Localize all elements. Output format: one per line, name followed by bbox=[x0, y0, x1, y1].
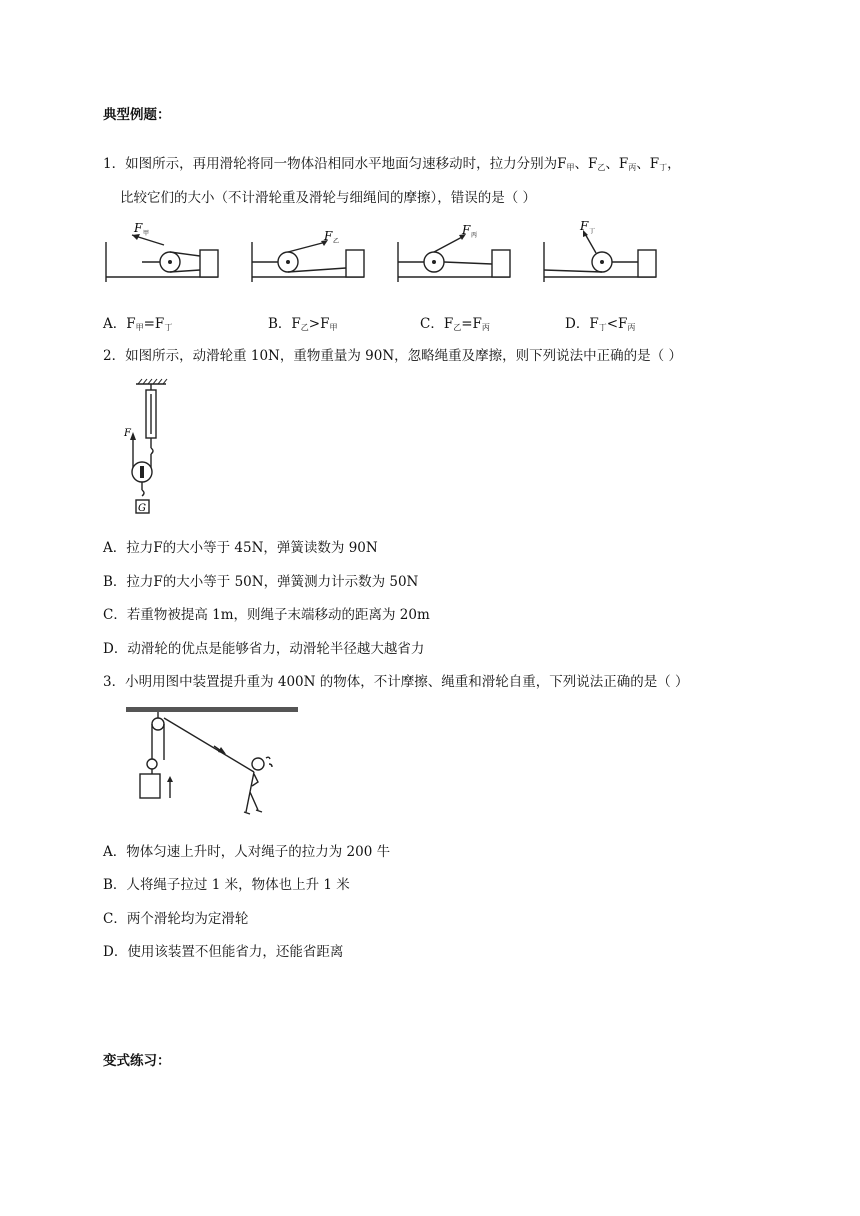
section-heading-practice: 变式练习： bbox=[103, 1053, 171, 1069]
q1-option-c[interactable] bbox=[420, 312, 490, 333]
option-text: B．F bbox=[268, 316, 301, 332]
q3-option-b[interactable]: B．人将绳子拉过 1 米，物体也上升 1 米 bbox=[103, 877, 350, 893]
option-text: =F bbox=[461, 316, 482, 332]
option-text: <F bbox=[606, 316, 628, 332]
q2-option-d[interactable]: D．动滑轮的优点是能够省力，动滑轮半径越大越省力 bbox=[103, 641, 425, 657]
force-label: F bbox=[134, 221, 143, 235]
q1-stem-line1: 1．如图所示，再用滑轮将同一物体沿相同水平地面匀速移动时，拉力分别为$F_甲$、$F_乙$、$F_丙$、$F_丁$， bbox=[103, 156, 681, 172]
force-subscript: 丙 bbox=[471, 232, 478, 239]
q1-figure bbox=[102, 220, 662, 290]
q2-option-a[interactable]: A．拉力F的大小等于 45N，弹簧读数为 90N bbox=[103, 540, 378, 556]
q3-stem: 3．小明用图中装置提升重为 400N 的物体，不计摩擦、绳重和滑轮自重，下列说法正确的是（ ） bbox=[103, 674, 689, 690]
subscript: 甲 bbox=[329, 323, 338, 332]
subscript: 乙 bbox=[453, 323, 462, 332]
q1-option-a[interactable] bbox=[103, 312, 172, 333]
force-label: F bbox=[124, 428, 131, 439]
force-subscript: 乙 bbox=[333, 238, 340, 245]
force-label: F bbox=[580, 219, 589, 233]
subscript: 丁 bbox=[164, 323, 173, 332]
force-subscript: 甲 bbox=[143, 230, 150, 237]
subscript: 乙 bbox=[597, 163, 606, 172]
q2-figure bbox=[118, 376, 178, 526]
q2-option-c[interactable]: C．若重物被提高 1m，则绳子末端移动的距离为 20m bbox=[103, 607, 430, 623]
q3-option-a[interactable]: A．物体匀速上升时，人对绳子的拉力为 200 牛 bbox=[103, 844, 391, 860]
option-text: >F bbox=[308, 316, 330, 332]
q1-figure-yi bbox=[252, 229, 364, 282]
subscript: 甲 bbox=[135, 323, 144, 332]
option-text: =F bbox=[143, 316, 165, 332]
q1-stem-line2: 比较它们的大小（不计滑轮重及滑轮与细绳间的摩擦），错误的是（ ） bbox=[120, 190, 537, 206]
q3-figure bbox=[126, 702, 306, 827]
q1-figure-jia bbox=[106, 221, 218, 282]
subscript: 丙 bbox=[481, 323, 490, 332]
subscript: 丙 bbox=[627, 323, 636, 332]
q2-stem: 2．如图所示，动滑轮重 10N，重物重量为 90N，忽略绳重及摩擦，则下列说法中正确的是（ ） bbox=[103, 348, 682, 364]
subscript: 甲 bbox=[566, 163, 575, 172]
q3-option-d[interactable]: D．使用该装置不但能省力，还能省距离 bbox=[103, 944, 344, 960]
q1-option-b[interactable] bbox=[268, 312, 337, 333]
weight-label: G bbox=[138, 503, 146, 514]
q1-stem-text: 1．如图所示，再用滑轮将同一物体沿相同水平地面匀速移动时，拉力分别为F bbox=[103, 156, 567, 172]
force-subscript: 丁 bbox=[589, 228, 596, 235]
q1-figure-ding bbox=[544, 219, 656, 282]
option-text: A．F bbox=[103, 316, 136, 332]
q1-option-d[interactable] bbox=[565, 312, 635, 333]
force-label: F bbox=[462, 223, 471, 237]
subscript: 乙 bbox=[300, 323, 309, 332]
subscript: 丁 bbox=[659, 163, 668, 172]
q3-option-c[interactable]: C．两个滑轮均为定滑轮 bbox=[103, 911, 249, 927]
man-pulling-rope bbox=[244, 757, 272, 814]
force-label: F bbox=[324, 229, 333, 243]
subscript: 丁 bbox=[598, 323, 607, 332]
option-text: C．F bbox=[420, 316, 454, 332]
q1-stem-tail: ， bbox=[667, 156, 681, 172]
subscript: 丙 bbox=[628, 163, 637, 172]
q1-figure-bing bbox=[398, 223, 510, 282]
q2-option-b[interactable]: B．拉力F的大小等于 50N，弹簧测力计示数为 50N bbox=[103, 574, 419, 590]
option-text: D．F bbox=[565, 316, 599, 332]
section-heading-example: 典型例题： bbox=[103, 107, 171, 123]
